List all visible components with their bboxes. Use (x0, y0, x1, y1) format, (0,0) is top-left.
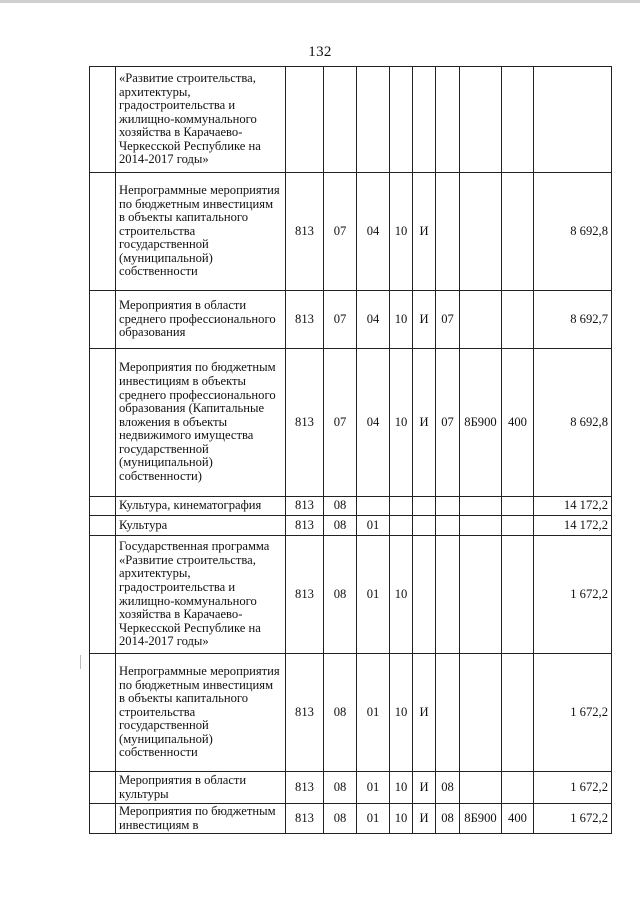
row-index-cell (90, 67, 116, 173)
scan-mark (80, 655, 81, 669)
scan-edge (0, 0, 640, 3)
measure-code-cell (436, 173, 460, 291)
row-name: Государственная программа «Развитие строительства, архитектуры, градостроительства и жилищно-коммунального хозяйства в Карачаево-Черкесской Республике на 2014-2017 годы» (116, 536, 286, 654)
subsection-code-cell: 04 (357, 291, 390, 349)
table-row (90, 67, 612, 173)
expense-type-cell (502, 173, 534, 291)
budget-table (89, 66, 612, 834)
program-code-cell: 10 (390, 804, 413, 834)
subprogram-code-cell: И (413, 291, 436, 349)
admin-code-cell: 813 (286, 772, 324, 804)
admin-code-cell: 813 (286, 291, 324, 349)
amount-cell: 1 672,2 (534, 772, 612, 804)
admin-code-cell: 813 (286, 654, 324, 772)
expense-type-cell (502, 772, 534, 804)
direction-code-cell (460, 654, 502, 772)
row-index-cell (90, 349, 116, 497)
measure-code-cell (436, 536, 460, 654)
section-code-cell: 07 (324, 291, 357, 349)
direction-code-cell (460, 291, 502, 349)
expense-type-cell (502, 654, 534, 772)
table-row (90, 772, 612, 804)
table-row (90, 497, 612, 516)
direction-code-cell: 8Б900 (460, 349, 502, 497)
row-index-cell (90, 654, 116, 772)
amount-cell: 1 672,2 (534, 654, 612, 772)
direction-code-cell (460, 536, 502, 654)
program-code-cell: 10 (390, 291, 413, 349)
measure-code-cell: 07 (436, 349, 460, 497)
measure-code-cell: 08 (436, 804, 460, 834)
direction-code-cell (460, 497, 502, 516)
section-code-cell: 08 (324, 497, 357, 516)
subsection-code-cell: 01 (357, 536, 390, 654)
measure-code-cell (436, 497, 460, 516)
subsection-code-cell: 04 (357, 349, 390, 497)
table-row (90, 654, 612, 772)
program-code-cell (390, 516, 413, 536)
section-code-cell: 08 (324, 536, 357, 654)
table-row (90, 516, 612, 536)
amount-cell (534, 67, 612, 173)
subprogram-code-cell: И (413, 654, 436, 772)
measure-code-cell (436, 67, 460, 173)
measure-code-cell (436, 516, 460, 536)
program-code-cell: 10 (390, 173, 413, 291)
table-row (90, 349, 612, 497)
subsection-code-cell: 01 (357, 804, 390, 834)
subprogram-code-cell: И (413, 804, 436, 834)
subsection-code-cell (357, 67, 390, 173)
direction-code-cell (460, 67, 502, 173)
amount-cell: 8 692,7 (534, 291, 612, 349)
section-code-cell: 08 (324, 804, 357, 834)
row-name: Культура (116, 516, 286, 536)
expense-type-cell (502, 67, 534, 173)
amount-cell: 14 172,2 (534, 516, 612, 536)
expense-type-cell: 400 (502, 349, 534, 497)
row-index-cell (90, 291, 116, 349)
subsection-code-cell: 01 (357, 516, 390, 536)
admin-code-cell: 813 (286, 536, 324, 654)
admin-code-cell: 813 (286, 349, 324, 497)
direction-code-cell (460, 173, 502, 291)
program-code-cell: 10 (390, 772, 413, 804)
row-index-cell (90, 173, 116, 291)
subprogram-code-cell (413, 536, 436, 654)
amount-cell: 1 672,2 (534, 804, 612, 834)
section-code-cell: 07 (324, 349, 357, 497)
expense-type-cell (502, 497, 534, 516)
section-code-cell: 08 (324, 654, 357, 772)
row-index-cell (90, 772, 116, 804)
page-number: 132 (308, 44, 332, 60)
admin-code-cell (286, 67, 324, 173)
row-index-cell (90, 536, 116, 654)
amount-cell: 8 692,8 (534, 173, 612, 291)
measure-code-cell: 08 (436, 772, 460, 804)
section-code-cell (324, 67, 357, 173)
subprogram-code-cell (413, 516, 436, 536)
row-name: Культура, кинематография (116, 497, 286, 516)
subsection-code-cell: 04 (357, 173, 390, 291)
amount-cell: 1 672,2 (534, 536, 612, 654)
row-name: Мероприятия по бюджетным инвестициям в объекты среднего профессионального образования (Капитальные вложения в объекты недвижимого имущества государственной (муниципальной) собственности) (116, 349, 286, 497)
measure-code-cell (436, 654, 460, 772)
row-name: Мероприятия в области среднего профессионального образования (116, 291, 286, 349)
row-name: Непрограммные мероприятия по бюджетным инвестициям в объекты капитального строительства государственной (муниципальной) собственности (116, 654, 286, 772)
row-name: Мероприятия по бюджетным инвестициям в (116, 804, 286, 834)
admin-code-cell: 813 (286, 497, 324, 516)
row-name: Непрограммные мероприятия по бюджетным инвестициям в объекты капитального строительства государственной (муниципальной) собственности (116, 173, 286, 291)
row-name: Мероприятия в области культуры (116, 772, 286, 804)
subprogram-code-cell (413, 497, 436, 516)
table-row (90, 291, 612, 349)
program-code-cell (390, 497, 413, 516)
table-row (90, 804, 612, 834)
amount-cell: 14 172,2 (534, 497, 612, 516)
subprogram-code-cell: И (413, 349, 436, 497)
section-code-cell: 07 (324, 173, 357, 291)
row-index-cell (90, 516, 116, 536)
direction-code-cell (460, 516, 502, 536)
admin-code-cell: 813 (286, 516, 324, 536)
amount-cell: 8 692,8 (534, 349, 612, 497)
row-index-cell (90, 804, 116, 834)
subprogram-code-cell (413, 67, 436, 173)
expense-type-cell: 400 (502, 804, 534, 834)
row-index-cell (90, 497, 116, 516)
section-code-cell: 08 (324, 772, 357, 804)
direction-code-cell: 8Б900 (460, 804, 502, 834)
subsection-code-cell: 01 (357, 772, 390, 804)
program-code-cell: 10 (390, 349, 413, 497)
subsection-code-cell (357, 497, 390, 516)
admin-code-cell: 813 (286, 173, 324, 291)
expense-type-cell (502, 536, 534, 654)
admin-code-cell: 813 (286, 804, 324, 834)
section-code-cell: 08 (324, 516, 357, 536)
program-code-cell (390, 67, 413, 173)
subsection-code-cell: 01 (357, 654, 390, 772)
measure-code-cell: 07 (436, 291, 460, 349)
table-row (90, 536, 612, 654)
subprogram-code-cell: И (413, 772, 436, 804)
row-name: «Развитие строительства, архитектуры, градостроительства и жилищно-коммунального хозяйства в Карачаево-Черкесской Республике на 2014-2017 годы» (116, 67, 286, 173)
subprogram-code-cell: И (413, 173, 436, 291)
program-code-cell: 10 (390, 536, 413, 654)
table-row (90, 173, 612, 291)
expense-type-cell (502, 291, 534, 349)
expense-type-cell (502, 516, 534, 536)
program-code-cell: 10 (390, 654, 413, 772)
direction-code-cell (460, 772, 502, 804)
